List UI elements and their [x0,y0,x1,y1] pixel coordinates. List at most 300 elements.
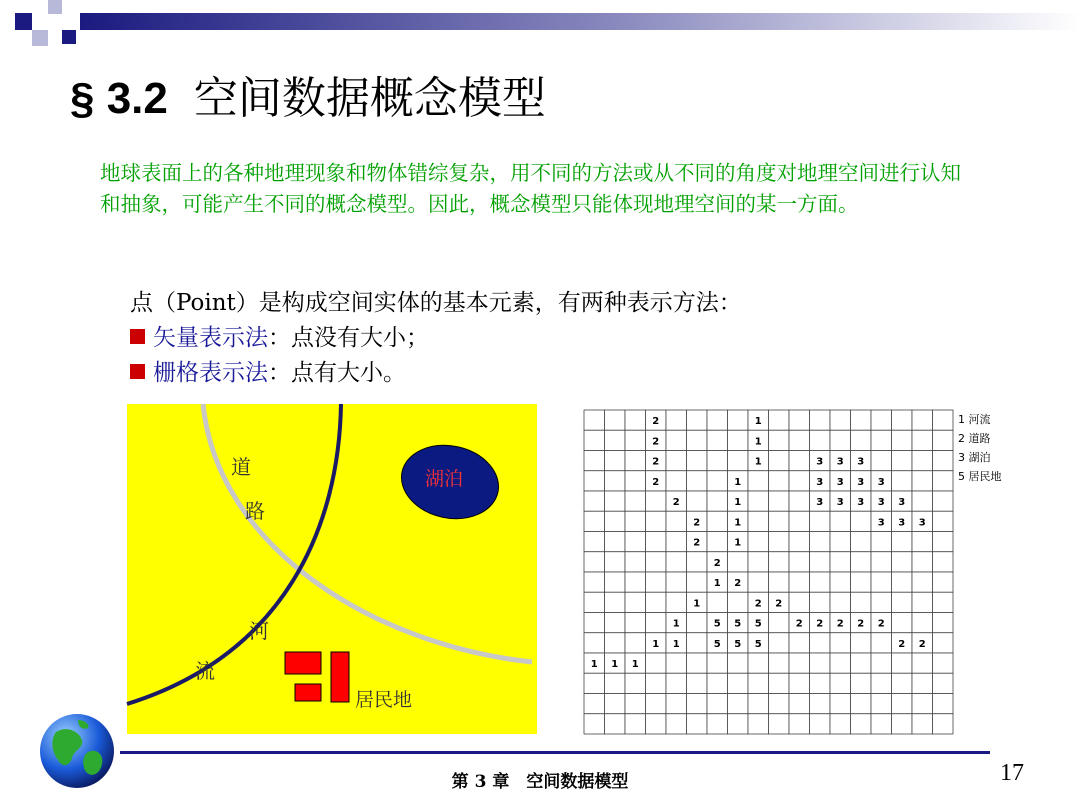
grid-cell [789,451,810,471]
grid-cell [584,673,605,693]
grid-cell [625,532,646,552]
grid-cell-value: 1 [754,456,762,468]
grid-cell-value: 1 [754,416,762,428]
grid-cell [728,552,749,572]
river-label: 河 [249,619,269,643]
grid-cell-value: 1 [631,659,639,671]
grid-cell [810,653,831,673]
grid-cell-value: 2 [652,436,660,448]
grid-cell [625,633,646,653]
bullet-desc: ：点有大小。 [268,360,406,386]
page-title [70,64,546,134]
grid-cell-value: 5 [754,618,762,630]
grid-cell [646,714,667,734]
grid-cell [871,633,892,653]
grid-cell [666,532,687,552]
grid-cell [707,714,728,734]
grid-cell [769,694,790,714]
grid-cell [851,694,872,714]
grid-cell [584,714,605,734]
grid-cell [871,430,892,450]
river-label: 流 [195,659,215,683]
grid-cell [871,714,892,734]
grid-cell [933,471,954,491]
grid-cell [748,471,769,491]
grid-cell [912,613,933,633]
grid-cell-value: 5 [713,638,721,650]
footer-chapter: 第 3 章 空间数据模型 [451,772,629,792]
grid-cell [892,613,913,633]
grid-cell [789,673,810,693]
grid-cell [810,694,831,714]
grid-cell [707,491,728,511]
grid-cell [789,430,810,450]
grid-cell-value: 2 [775,598,783,610]
settlement-block [331,652,349,702]
grid-cell [707,410,728,430]
grid-cell-value: 1 [672,638,680,650]
grid-cell [748,673,769,693]
grid-cell [830,552,851,572]
grid-cell [625,491,646,511]
grid-cell [851,572,872,592]
grid-cell [789,511,810,531]
grid-cell-value: 5 [734,618,742,630]
grid-cell [666,714,687,734]
grid-cell [810,532,831,552]
grid-cell [769,511,790,531]
footer-divider [120,751,990,754]
grid-cell [789,592,810,612]
grid-cell [666,430,687,450]
grid-cell [748,552,769,572]
grid-cell [933,532,954,552]
grid-cell-value: 2 [857,618,865,630]
grid-legend-item: 2 道路 [958,432,991,445]
grid-cell [892,410,913,430]
grid-cell [728,430,749,450]
grid-cell [769,532,790,552]
bullet-raster [130,356,742,391]
grid-cell [728,410,749,430]
grid-cell [830,410,851,430]
grid-cell [646,592,667,612]
grid-cell-value: 2 [918,638,926,650]
grid-cell [584,451,605,471]
grid-cell-value: 1 [693,598,701,610]
grid-cell-value: 5 [734,638,742,650]
grid-cell-value: 2 [816,618,824,630]
grid-cell [769,633,790,653]
grid-cell [851,673,872,693]
grid-cell [830,694,851,714]
grid-cell [707,451,728,471]
grid-cell [933,714,954,734]
grid-cell [912,532,933,552]
grid-cell [789,572,810,592]
grid-cell [912,694,933,714]
grid-cell [789,552,810,572]
grid-cell [728,592,749,612]
grid-cell [687,613,708,633]
grid-cell [584,511,605,531]
grid-cell [810,592,831,612]
grid-cell [707,673,728,693]
grid-cell [810,633,831,653]
grid-cell-value: 2 [652,416,660,428]
grid-cell [728,694,749,714]
grid-cell [912,714,933,734]
grid-cell [625,410,646,430]
section-number: § 3.2 [70,74,168,123]
settlement-block [285,652,321,674]
grid-cell [646,532,667,552]
grid-cell [605,633,626,653]
grid-cell [769,613,790,633]
grid-cell-value: 2 [693,537,701,549]
grid-cell [769,714,790,734]
lake-label: 湖泊 [425,468,464,490]
grid-cell [892,430,913,450]
grid-cell-value: 2 [652,456,660,468]
grid-cell-value: 3 [857,456,865,468]
grid-cell [707,511,728,531]
grid-cell [707,532,728,552]
grid-cell [605,613,626,633]
grid-cell [687,491,708,511]
grid-cell [912,451,933,471]
grid-cell [912,653,933,673]
grid-cell-value: 2 [754,598,762,610]
grid-cell [584,410,605,430]
grid-cell [625,451,646,471]
grid-cell-value: 3 [836,497,844,509]
grid-cell [666,451,687,471]
grid-cell [789,694,810,714]
grid-cell [666,410,687,430]
grid-cell [892,471,913,491]
grid-cell [666,552,687,572]
grid-cell [605,471,626,491]
grid-cell [851,653,872,673]
grid-cell [625,471,646,491]
grid-cell [748,653,769,673]
grid-cell-value: 3 [816,497,824,509]
grid-cell [810,714,831,734]
grid-cell [584,552,605,572]
grid-cell [892,592,913,612]
grid-cell-value: 3 [877,517,885,529]
grid-cell [830,673,851,693]
grid-cell-value: 3 [816,476,824,488]
grid-cell [789,491,810,511]
grid-cell [851,430,872,450]
grid-cell [625,694,646,714]
grid-cell [646,552,667,572]
grid-legend-item: 1 河流 [958,413,991,426]
grid-cell-value: 1 [713,578,721,590]
grid-cell [646,694,667,714]
grid-cell-value: 2 [734,578,742,590]
grid-cell [851,532,872,552]
grid-cell [687,653,708,673]
grid-cell [687,552,708,572]
grid-cell [912,491,933,511]
grid-cell-value: 1 [590,659,598,671]
bullet-vector [130,321,742,356]
grid-cell [892,451,913,471]
grid-cell [912,673,933,693]
grid-cell [871,532,892,552]
grid-cell [646,491,667,511]
grid-cell [830,532,851,552]
grid-cell [769,572,790,592]
grid-cell [830,714,851,734]
grid-cell [933,572,954,592]
grid-cell [912,471,933,491]
grid-cell [871,410,892,430]
grid-cell [625,673,646,693]
header-decoration [0,0,1080,48]
grid-cell [912,430,933,450]
grid-cell [892,572,913,592]
grid-cell [605,532,626,552]
grid-cell [871,694,892,714]
grid-cell [605,572,626,592]
grid-cell [646,511,667,531]
grid-cell [912,572,933,592]
grid-cell [666,653,687,673]
point-section [130,286,742,391]
point-intro: 点（Point）是构成空间实体的基本元素，有两种表示方法： [130,290,742,316]
grid-cell [810,572,831,592]
grid-cell [933,673,954,693]
grid-cell [933,430,954,450]
grid-cell [625,592,646,612]
grid-cell-value: 1 [672,618,680,630]
grid-cell [871,552,892,572]
grid-cell [892,714,913,734]
grid-cell [769,451,790,471]
grid-cell [851,714,872,734]
grid-cell [789,714,810,734]
grid-cell [933,410,954,430]
grid-cell-value: 1 [754,436,762,448]
grid-cell [584,592,605,612]
grid-cell [687,471,708,491]
grid-cell [687,673,708,693]
grid-cell [769,410,790,430]
grid-cell [625,613,646,633]
grid-cell [605,592,626,612]
vector-map [127,404,537,734]
grid-cell [605,491,626,511]
grid-cell [646,673,667,693]
grid-cell [625,572,646,592]
grid-cell [912,552,933,572]
grid-cell [769,430,790,450]
grid-cell [707,430,728,450]
grid-cell [871,673,892,693]
grid-cell-value: 3 [898,517,906,529]
grid-cell [789,532,810,552]
title-text: 空间数据概念模型 [193,73,546,124]
grid-cell [748,532,769,552]
grid-cell [707,694,728,714]
grid-cell [830,653,851,673]
grid-cell [871,653,892,673]
grid-cell [912,592,933,612]
grid-cell [892,532,913,552]
grid-cell-value: 5 [713,618,721,630]
grid-cell [933,653,954,673]
grid-cell [605,410,626,430]
grid-cell [933,613,954,633]
grid-cell-value: 3 [857,476,865,488]
grid-cell [625,552,646,572]
grid-cell [728,653,749,673]
settlement-label: 居民地 [355,689,413,711]
grid-cell [933,694,954,714]
grid-cell-value: 3 [918,517,926,529]
grid-cell-value: 1 [734,476,742,488]
grid-cell [605,714,626,734]
grid-cell [769,552,790,572]
grid-cell-value: 1 [734,497,742,509]
grid-cell [728,714,749,734]
grid-cell [728,451,749,471]
grid-cell-value: 3 [836,456,844,468]
grid-cell-value: 2 [693,517,701,529]
grid-cell [789,633,810,653]
grid-cell [687,410,708,430]
grid-cell-value: 3 [898,497,906,509]
grid-cell [810,410,831,430]
raster-grid [576,404,1002,740]
grid-cell-value: 3 [816,456,824,468]
grid-cell-value: 2 [877,618,885,630]
grid-cell [830,572,851,592]
grid-cell [769,471,790,491]
grid-cell [830,430,851,450]
grid-cell [707,592,728,612]
grid-cell [687,572,708,592]
grid-cell [625,430,646,450]
grid-cell [605,430,626,450]
grid-cell-value: 3 [857,497,865,509]
grid-cell [748,714,769,734]
grid-cell [584,694,605,714]
grid-cell [687,694,708,714]
grid-cell-value: 1 [611,659,619,671]
grid-cell [666,694,687,714]
grid-cell [769,653,790,673]
grid-legend-item: 3 湖泊 [958,451,991,464]
grid-cell [666,592,687,612]
grid-cell [810,511,831,531]
grid-cell [584,532,605,552]
grid-cell [584,491,605,511]
grid-cell [933,491,954,511]
grid-cell [851,633,872,653]
grid-cell-value: 2 [836,618,844,630]
grid-cell [687,451,708,471]
grid-cell [605,694,626,714]
grid-cell [625,714,646,734]
grid-cell-value: 3 [836,476,844,488]
grid-cell [810,552,831,572]
grid-cell [646,653,667,673]
grid-cell [830,592,851,612]
grid-cell [851,410,872,430]
grid-cell [728,673,749,693]
grid-cell [830,633,851,653]
road-label: 路 [245,499,265,523]
grid-cell [584,471,605,491]
grid-cell [666,471,687,491]
grid-cell [584,430,605,450]
grid-cell [605,511,626,531]
grid-cell [789,653,810,673]
grid-cell-value: 3 [877,476,885,488]
grid-legend-item: 5 居民地 [958,470,1002,483]
grid-cell [851,592,872,612]
grid-cell-value: 2 [795,618,803,630]
grid-cell [707,471,728,491]
grid-cell [646,613,667,633]
grid-cell [933,451,954,471]
grid-cell [584,572,605,592]
grid-cell [892,694,913,714]
grid-cell-value: 2 [898,638,906,650]
page-number: 17 [1000,760,1024,786]
grid-cell [933,633,954,653]
grid-cell [748,694,769,714]
grid-cell-value: 3 [877,497,885,509]
grid-cell [851,552,872,572]
grid-cell [605,673,626,693]
grid-cell [584,613,605,633]
grid-cell [830,511,851,531]
grid-cell [666,511,687,531]
grid-cell [871,592,892,612]
grid-cell [933,552,954,572]
grid-cell-value: 2 [713,557,721,569]
grid-cell [933,592,954,612]
grid-cell-value: 2 [652,476,660,488]
bullet-term: 栅格表示法 [153,360,268,386]
grid-cell-value: 1 [734,517,742,529]
grid-cell [810,673,831,693]
grid-cell [687,633,708,653]
grid-cell [769,673,790,693]
grid-cell [748,511,769,531]
grid-cell-value: 5 [754,638,762,650]
grid-cell [707,653,728,673]
grid-cell [605,552,626,572]
grid-cell [605,451,626,471]
grid-cell [769,491,790,511]
grid-cell [789,471,810,491]
grid-cell [646,572,667,592]
grid-cell [687,714,708,734]
bullet-desc: ：点没有大小； [268,325,429,351]
grid-cell [871,572,892,592]
road-label: 道 [231,455,251,479]
grid-cell [666,673,687,693]
grid-cell [666,572,687,592]
intro-paragraph: 地球表面上的各种地理现象和物体错综复杂，用不同的方法或从不同的角度对地理空间进行认知和抽象，可能产生不同的概念模型。因此，概念模型只能体现地理空间的某一方面。 [100,161,961,216]
